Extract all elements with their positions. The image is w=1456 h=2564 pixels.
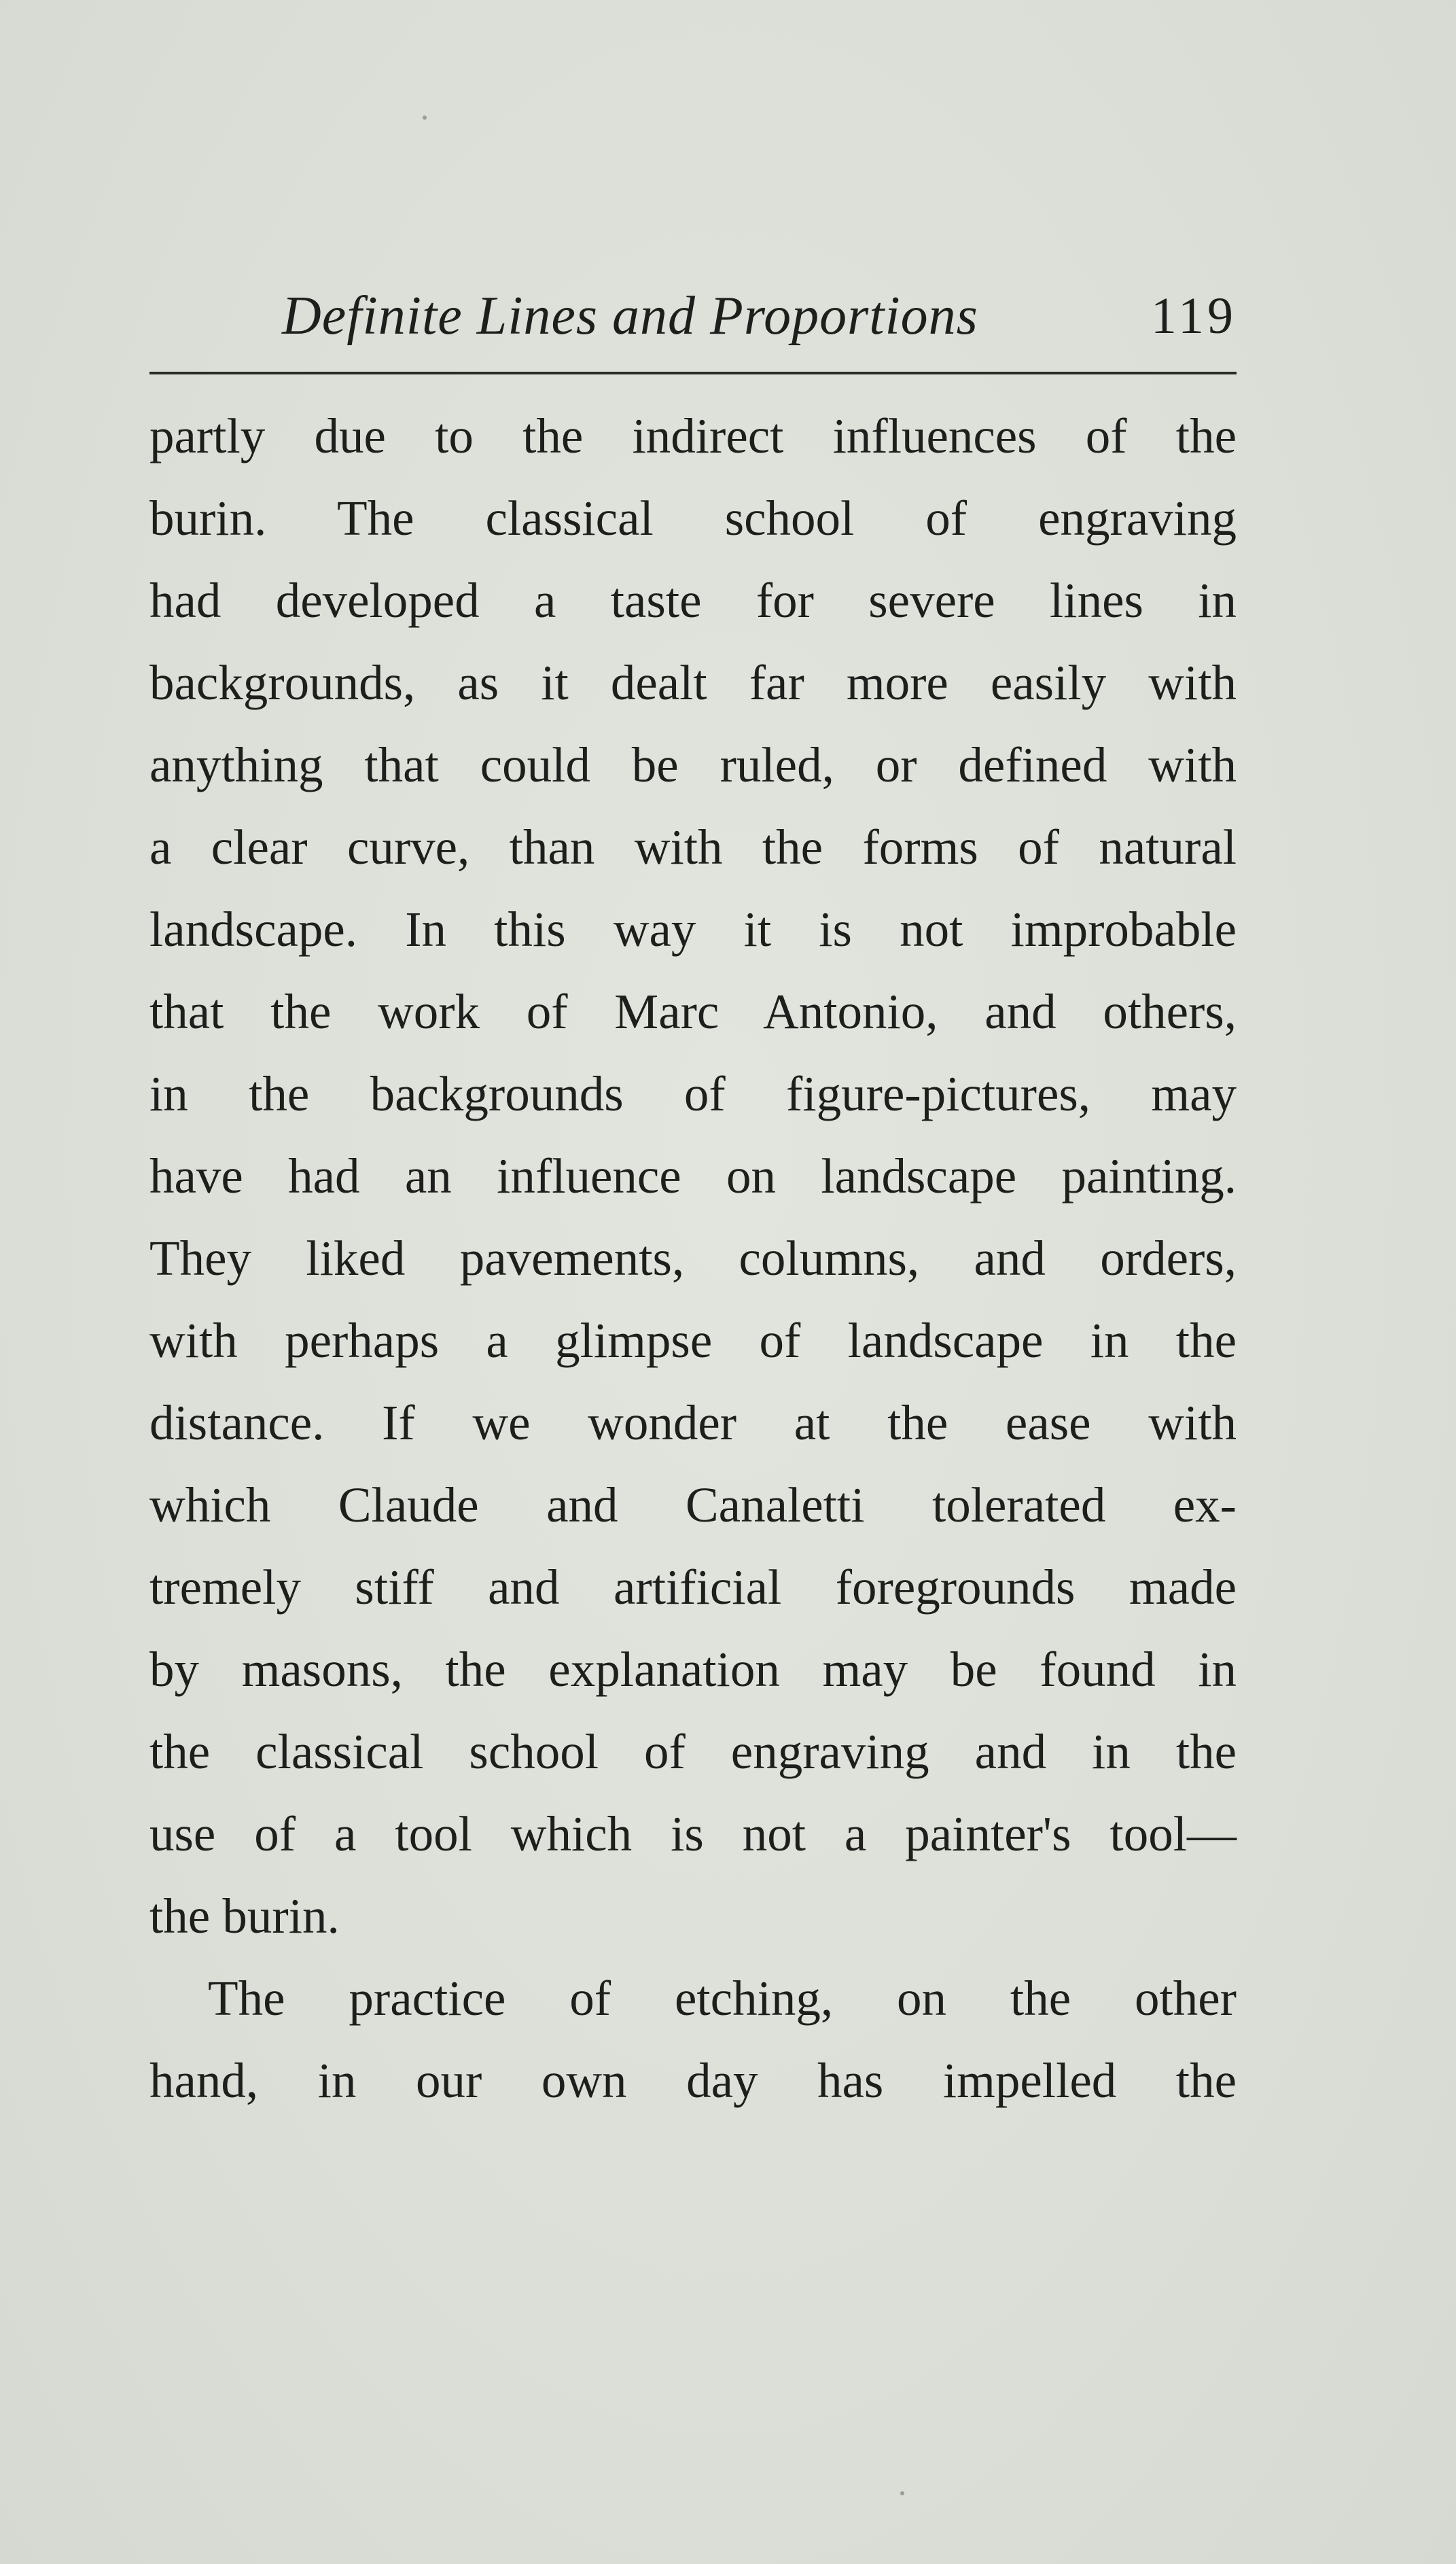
text-line: tremely stiff and artificial foregrounds made — [149, 1560, 1237, 1615]
paragraph-1 — [149, 395, 1237, 1957]
text-line: landscape. In this way it is not improbable — [149, 902, 1237, 957]
text-line: partly due to the indirect influences of the — [149, 408, 1237, 463]
page-number: 119 — [1150, 287, 1237, 345]
running-head — [149, 279, 1237, 353]
paper-speck-bottom — [900, 2491, 904, 2495]
text-line: have had an influence on landscape painting. — [149, 1148, 1237, 1204]
text-line: which Claude and Canaletti tolerated ex- — [149, 1477, 1237, 1532]
text-line-final: the burin. — [149, 1889, 340, 1944]
text-line: had developed a taste for severe lines in — [149, 573, 1237, 628]
text-line: distance. If we wonder at the ease with — [149, 1395, 1237, 1450]
text-line: with perhaps a glimpse of landscape in the — [149, 1313, 1237, 1368]
text-line: burin. The classical school of engraving — [149, 491, 1237, 546]
body-text — [149, 395, 1237, 2122]
text-line-indented: The practice of etching, on the other — [208, 1971, 1237, 2026]
text-line: hand, in our own day has impelled the — [149, 2053, 1237, 2108]
header-rule — [149, 372, 1237, 374]
text-line: use of a tool which is not a painter's tool— — [149, 1806, 1237, 1861]
text-line: backgrounds, as it dealt far more easily with — [149, 655, 1237, 710]
running-title: Definite Lines and Proportions — [282, 286, 978, 346]
paper-speck-top — [423, 116, 427, 120]
text-line: that the work of Marc Antonio, and others, — [149, 984, 1237, 1039]
text-line: They liked pavements, columns, and orders, — [149, 1231, 1237, 1286]
text-line: a clear curve, than with the forms of natural — [149, 820, 1237, 875]
paragraph-2 — [149, 1957, 1237, 2122]
text-line: anything that could be ruled, or defined with — [149, 737, 1237, 792]
text-line: by masons, the explanation may be found in — [149, 1642, 1237, 1697]
text-line: in the backgrounds of figure-pictures, may — [149, 1066, 1237, 1121]
text-line: the classical school of engraving and in the — [149, 1724, 1237, 1779]
